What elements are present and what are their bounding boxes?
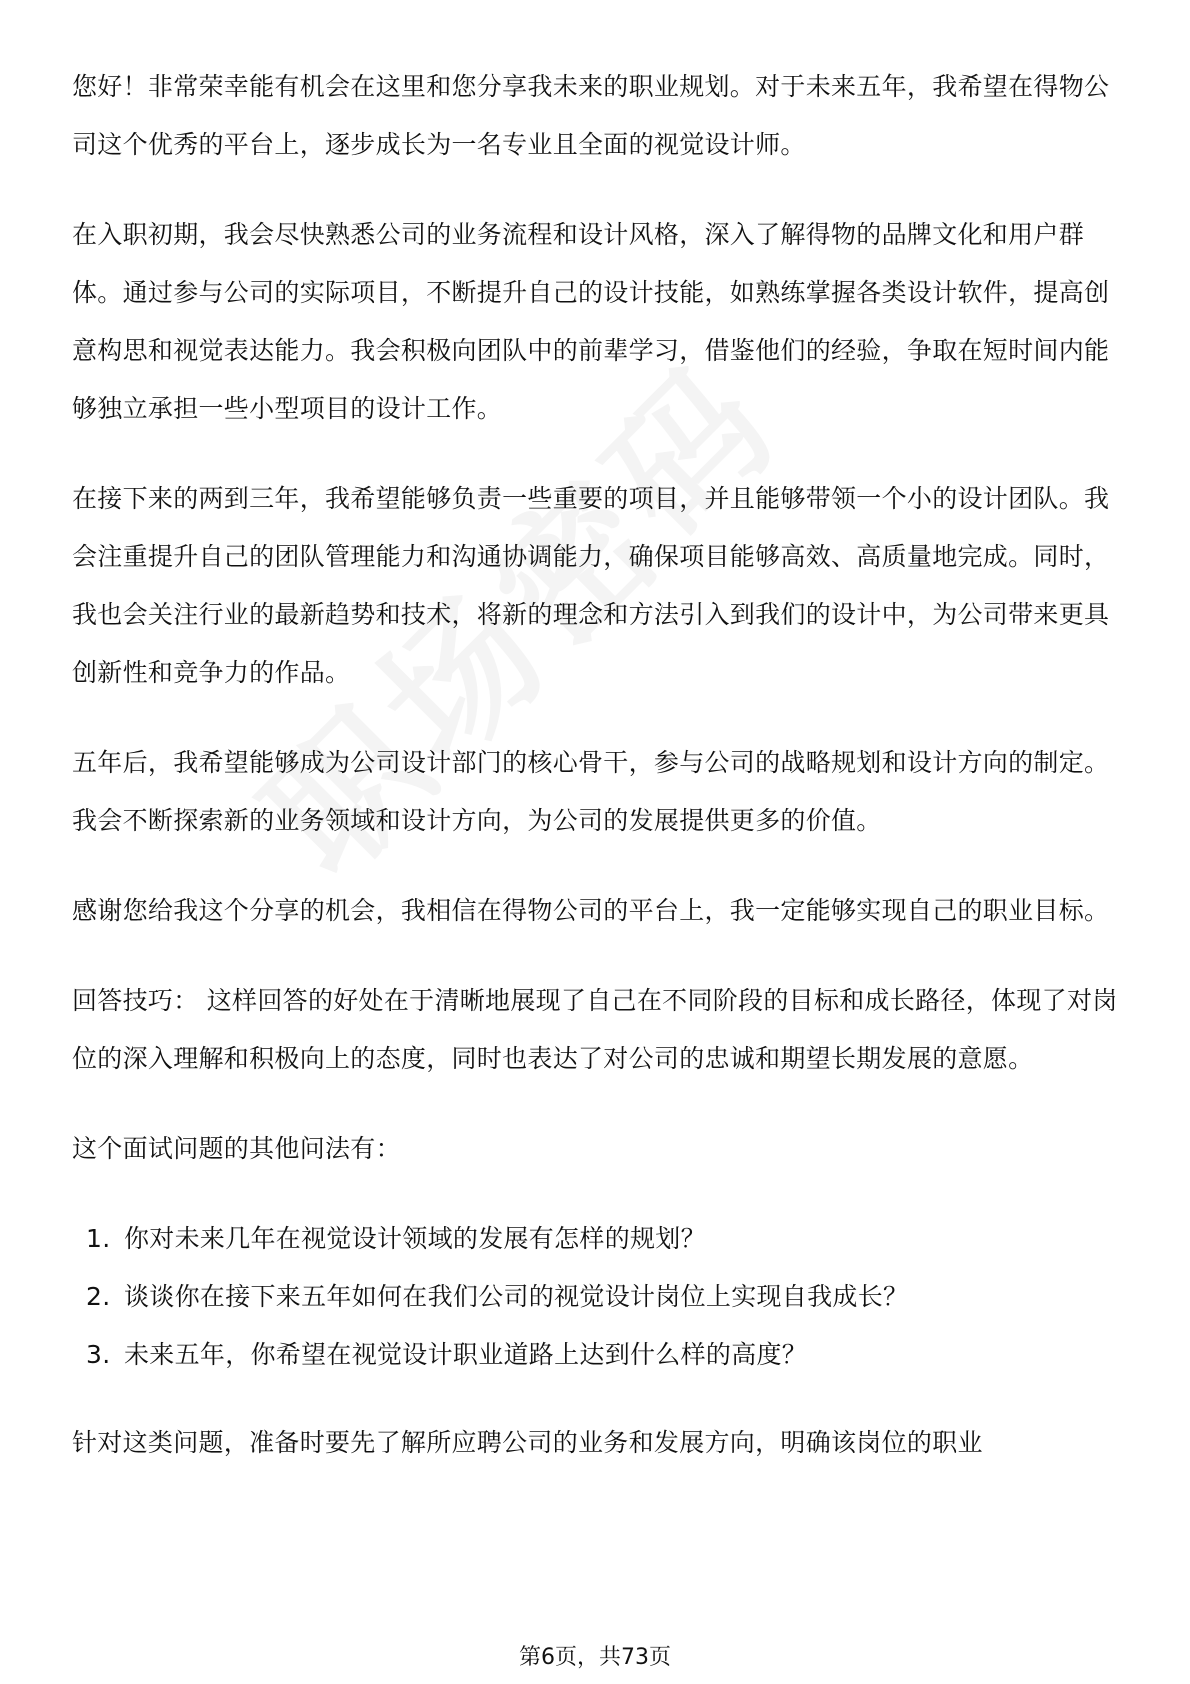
- list-item-text: 谈谈你在接下来五年如何在我们公司的视觉设计岗位上实现自我成长？: [124, 1282, 909, 1311]
- list-item-number: 1.: [86, 1224, 111, 1253]
- paragraph-five-years: 五年后，我希望能够成为公司设计部门的核心骨干，参与公司的战略规划和设计方向的制定。我会不断探索新的业务领域和设计方向，为公司的发展提供更多的价值。: [72, 748, 1110, 835]
- alternative-questions-list: [72, 1210, 1118, 1384]
- list-item: [86, 1210, 1118, 1268]
- paragraph-thanks: 感谢您给我这个分享的机会，我相信在得物公司的平台上，我一定能够实现自己的职业目标。: [72, 896, 1110, 925]
- document-body: [72, 58, 1118, 1504]
- paragraph-early-stage: 在入职初期，我会尽快熟悉公司的业务流程和设计风格，深入了解得物的品牌文化和用户群体。通过参与公司的实际项目，不断提升自己的设计技能，如熟练掌握各类设计软件，提高创意构思和视觉表达能力。我会积极向团队中的前辈学习，借鉴他们的经验，争取在短时间内能够独立承担一些小型项目的设计工作。: [72, 220, 1110, 423]
- list-item-number: 2.: [86, 1282, 111, 1311]
- paragraph-intro: 您好！非常荣幸能有机会在这里和您分享我未来的职业规划。对于未来五年，我希望在得物公司这个优秀的平台上，逐步成长为一名专业且全面的视觉设计师。: [72, 72, 1110, 159]
- paragraph-closing: 针对这类问题，准备时要先了解所应聘公司的业务和发展方向，明确该岗位的职业: [72, 1428, 983, 1457]
- paragraph-mid-stage: 在接下来的两到三年，我希望能够负责一些重要的项目，并且能够带领一个小的设计团队。我会注重提升自己的团队管理能力和沟通协调能力，确保项目能够高效、高质量地完成。同时，我也会关注行业的最新趋势和技术，将新的理念和方法引入到我们的设计中，为公司带来更具创新性和竞争力的作品。: [72, 484, 1110, 687]
- paragraph-tips: 回答技巧： 这样回答的好处在于清晰地展现了自己在不同阶段的目标和成长路径，体现了对岗位的深入理解和积极向上的态度，同时也表达了对公司的忠诚和期望长期发展的意愿。: [72, 986, 1118, 1073]
- list-item-number: 3.: [86, 1340, 111, 1369]
- page-number-footer: 第6页，共73页: [519, 1645, 671, 1670]
- list-item-text: 未来五年，你希望在视觉设计职业道路上达到什么样的高度？: [124, 1340, 808, 1369]
- paragraph-other-questions-heading: 这个面试问题的其他问法有：: [72, 1134, 401, 1163]
- list-item: [86, 1326, 1118, 1384]
- list-item: [86, 1268, 1118, 1326]
- list-item-text: 你对未来几年在视觉设计领域的发展有怎样的规划？: [124, 1224, 706, 1253]
